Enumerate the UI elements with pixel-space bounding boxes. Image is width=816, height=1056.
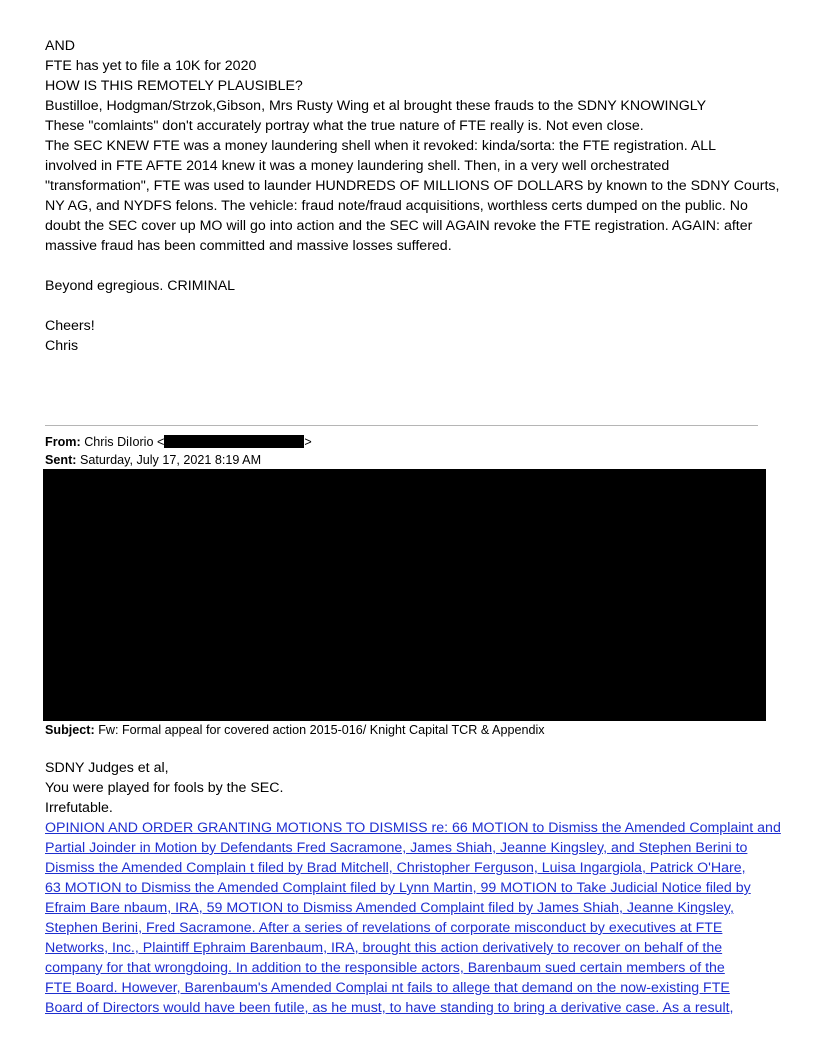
email-body-top [45,36,780,356]
link-line[interactable]: Partial Joinder in Motion by Defendants Fred Sacramone, James Shiah, Jeanne Kingsley, and Stephen Berini to [45,840,748,856]
redaction-block [43,469,766,721]
email-body-lower [45,758,781,1018]
link-line[interactable]: Efraim Bare nbaum, IRA, 59 MOTION to Dismiss Amended Complaint filed by James Shiah, Jeanne Kingsley, [45,900,734,916]
paragraph-line: The SEC KNEW FTE was a money laundering shell when it revoked: kinda/sorta: the FTE registration. ALL [45,138,717,154]
link-line[interactable]: Networks, Inc., Plaintiff Ephraim Barenbaum, IRA, brought this action derivatively to recover on behalf of the [45,940,723,956]
subject-label: Subject: [45,723,95,737]
sent-row [45,451,775,469]
redacted-email [164,435,304,448]
link-line[interactable]: Stephen Berini, Fred Sacramone. After a series of revelations of corporate misconduct by executives at FTE [45,920,723,936]
paragraph-line: NY AG, and NYDFS felons. The vehicle: fraud note/fraud acquisitions, worthless certs dumped on the public. No [45,198,748,214]
subject-row [45,721,785,739]
paragraph-line: involved in FTE AFTE 2014 knew it was a money laundering shell. Then, in a very well orchestrated [45,158,670,174]
sent-value: Saturday, July 17, 2021 8:19 AM [79,453,262,467]
body-line: You were played for fools by the SEC. [45,780,284,796]
paragraph-line: doubt the SEC cover up MO will go into action and the SEC will AGAIN revoke the FTE registration. AGAIN: after [45,218,753,234]
paragraph-line: "transformation", FTE was used to launder HUNDREDS OF MILLIONS OF DOLLARS by known to the SDNY Courts, [45,178,780,194]
link-line[interactable]: Board of Directors would have been futile, as he must, to have standing to bring a derivative case. As a result, [45,1000,734,1016]
body-line: Irrefutable. [45,800,113,816]
body-paragraph [45,136,780,256]
header-divider [45,425,758,426]
subject-value: Fw: Formal appeal for covered action 2015-016/ Knight Capital TCR & Appendix [98,723,545,737]
body-line: Bustilloe, Hodgman/Strzok,Gibson, Mrs Rusty Wing et al brought these frauds to the SDNY KNOWINGLY [45,98,707,114]
from-value: Chris DiIorio < [84,435,165,449]
link-line[interactable]: company for that wrongdoing. In addition to the responsible actors, Barenbaum sued certain members of the [45,960,725,976]
forward-header [45,433,775,469]
paragraph-line: massive fraud has been committed and massive losses suffered. [45,238,452,254]
court-order-link[interactable] [45,818,781,1018]
body-line: These "comlaints" don't accurately portray what the true nature of FTE really is. Not even close. [45,118,644,134]
body-line: AND [45,38,75,54]
link-line[interactable]: 63 MOTION to Dismiss the Amended Complaint filed by Lynn Martin, 99 MOTION to Take Judicial Notice filed by [45,880,751,896]
signature: Chris [45,338,79,354]
from-row [45,433,775,451]
from-label: From: [45,435,81,449]
link-line[interactable]: OPINION AND ORDER GRANTING MOTIONS TO DISMISS re: 66 MOTION to Dismiss the Amended Complaint and [45,820,781,836]
greeting: SDNY Judges et al, [45,760,169,776]
body-line: FTE has yet to file a 10K for 2020 [45,58,257,74]
sent-label: Sent: [45,453,77,467]
verdict-line: Beyond egregious. CRIMINAL [45,278,236,294]
body-line: HOW IS THIS REMOTELY PLAUSIBLE? [45,78,303,94]
from-close: > [304,435,312,449]
link-line[interactable]: FTE Board. However, Barenbaum's Amended Complai nt fails to allege that demand on the now-existing FTE [45,980,730,996]
signoff: Cheers! [45,318,95,334]
link-line[interactable]: Dismiss the Amended Complain t filed by Brad Mitchell, Christopher Ferguson, Luisa Ingargiola, Patrick O'Hare, [45,860,746,876]
